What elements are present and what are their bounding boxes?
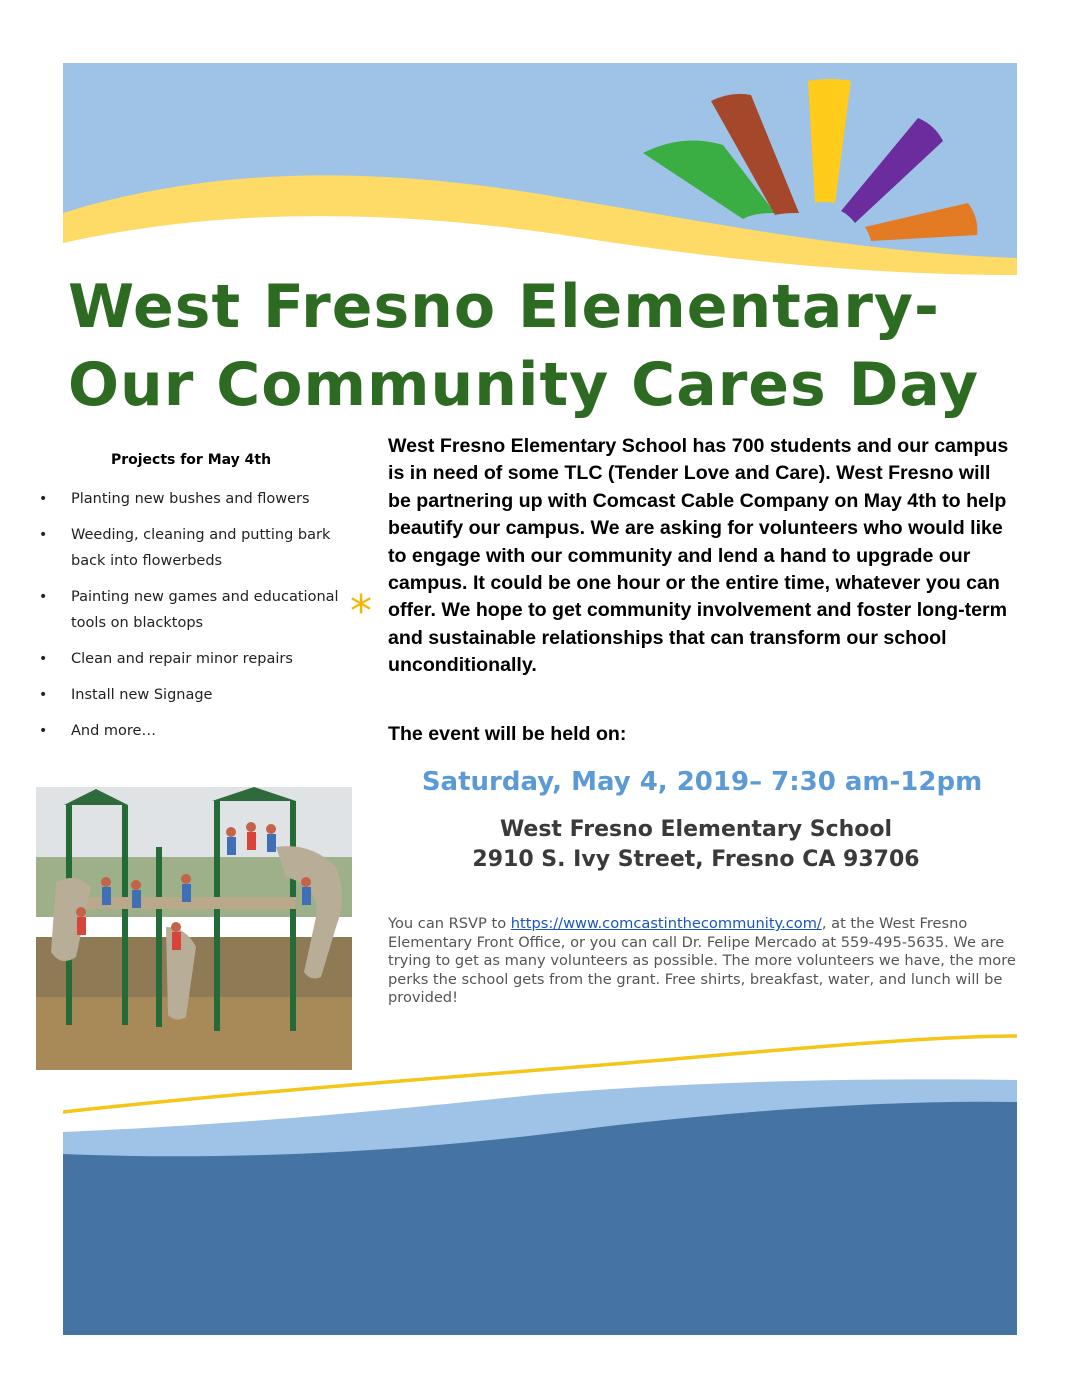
list-item: [36, 522, 346, 574]
header-banner: [63, 63, 1017, 293]
footer-waves-graphic: [63, 1030, 1017, 1335]
event-lead: The event will be held on:: [388, 723, 627, 745]
list-item: [36, 646, 346, 672]
list-item: [36, 584, 346, 636]
venue: [388, 815, 1004, 875]
bullet-icon: •: [39, 687, 48, 703]
project-list: [36, 486, 346, 744]
venue-name: West Fresno Elementary School: [499, 817, 893, 842]
list-item-label: Weeding, cleaning and putting bark back into flowerbeds: [71, 527, 331, 569]
bullet-icon: •: [39, 527, 48, 543]
list-item-label: And more…: [71, 723, 156, 739]
bullet-icon: •: [39, 723, 48, 739]
list-item-label: Install new Signage: [71, 687, 213, 703]
bullet-icon: •: [39, 589, 48, 605]
rsvp-text-after: , at the West Fresno Elementary Front Office, or you can call Dr. Felipe Mercado at 559-495-5635. We are trying to get as many volunteers as possible. The more volunteers we have, the more perks the school gets from the grant. Free shirts, breakfast, water, and lunch will be provided!: [388, 915, 1016, 1006]
list-item-label: Painting new games and educational tools on blacktops: [71, 589, 339, 631]
intro-paragraph: West Fresno Elementary School has 700 students and our campus is in need of some TLC (Tender Love and Care). West Fresno will be partnering up with Comcast Cable Company on May 4th to help beautify our campus. We are asking for volunteers who would like to engage with our community and lend a hand to upgrade our campus. It could be one hour or the entire time, whatever you can offer. We hope to get community involvement and foster long-term and sustainable relationships that can transform our school unconditionally.: [388, 435, 1009, 677]
rsvp-paragraph: [388, 915, 1018, 1008]
header-banner-graphic: [63, 63, 1017, 293]
list-item: [36, 718, 346, 744]
asterisk-icon: *: [350, 586, 372, 637]
list-item: [36, 486, 346, 512]
list-item-label: Clean and repair minor repairs: [71, 651, 293, 667]
footer-waves: [63, 1030, 1017, 1335]
playground-photo: [36, 787, 352, 1070]
bullet-icon: •: [39, 651, 48, 667]
projects-section: [36, 452, 346, 754]
event-date: Saturday, May 4, 2019– 7:30 am-12pm: [421, 767, 983, 797]
bullet-icon: •: [39, 491, 48, 507]
rsvp-link[interactable]: https://www.comcastinthecommunity.com/: [510, 915, 822, 932]
title-line-1: West Fresno Elementary-: [68, 272, 940, 342]
venue-address: 2910 S. Ivy Street, Fresno CA 93706: [472, 847, 920, 872]
page-title: [68, 268, 1008, 424]
playground-photo-graphic: [36, 787, 352, 1070]
list-item: [36, 682, 346, 708]
list-item-label: Planting new bushes and flowers: [71, 491, 310, 507]
rsvp-text-before: You can RSVP to: [388, 915, 511, 932]
projects-heading: Projects for May 4th: [110, 452, 272, 468]
title-line-2: Our Community Cares Day: [68, 350, 980, 420]
